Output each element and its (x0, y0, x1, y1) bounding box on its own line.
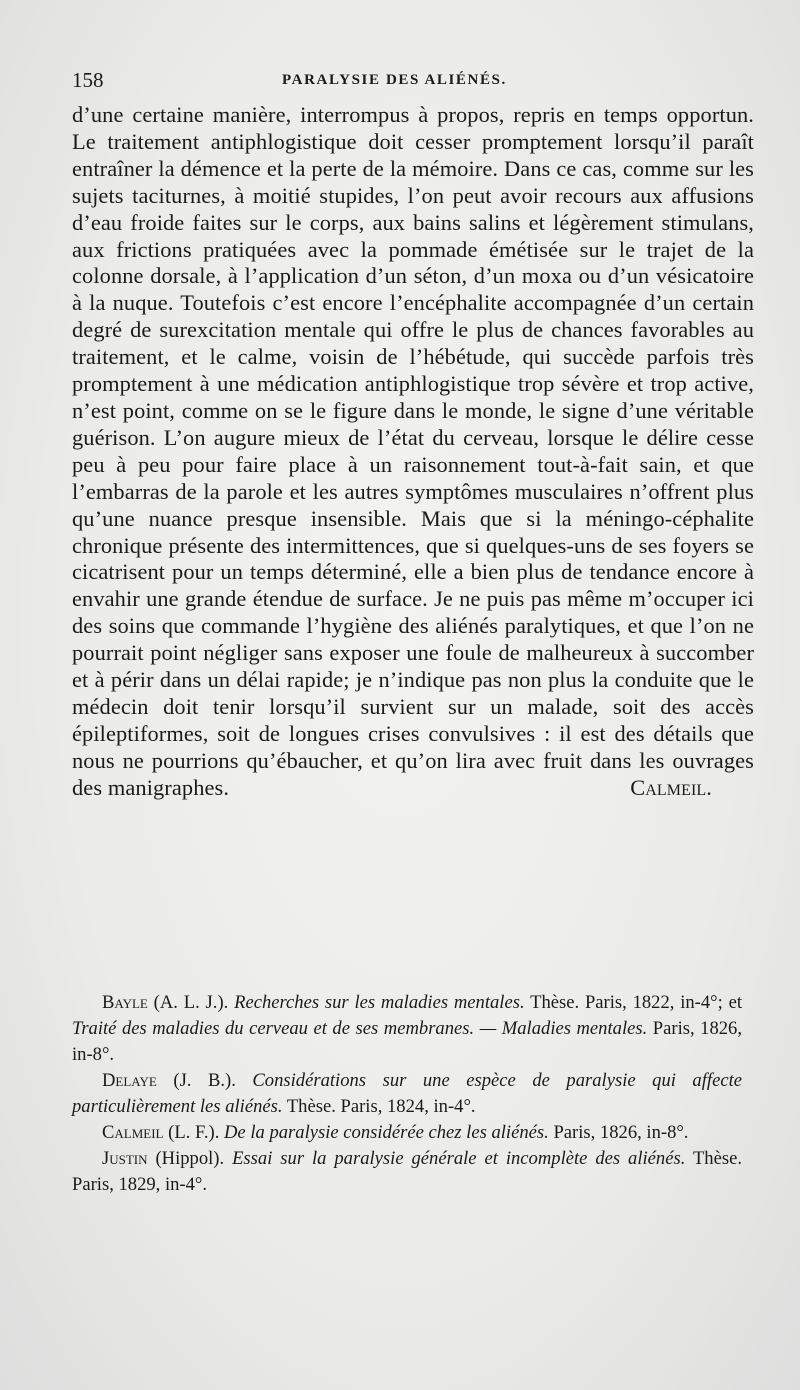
reference-initials: (J. B.). (156, 1070, 253, 1091)
page-header (72, 68, 752, 98)
reference-author: Bayle (102, 992, 148, 1013)
reference-publication: Paris, 1826, in-8°. (72, 1018, 742, 1065)
reference-justin (72, 1146, 742, 1198)
reference-publication: Paris, 1826, in-8°. (548, 1122, 689, 1143)
reference-initials: (Hippol). (147, 1148, 233, 1169)
reference-calmeil (72, 1120, 742, 1146)
reference-author: Justin (102, 1148, 148, 1169)
reference-author: Delaye (102, 1070, 157, 1091)
reference-author: Calmeil (102, 1122, 164, 1143)
page-number: 158 (72, 68, 104, 92)
reference-title: Considérations sur une espèce de paralysie qui affecte particulièrement les aliénés. (72, 1070, 742, 1117)
reference-initials: (A. L. J.). (147, 992, 235, 1013)
body-paragraph-text: d’une certaine manière, interrompus à propos, repris en temps opportun. Le traitement antiphlogistique doit cesser promptement lorsqu’il paraît entraîner la démence et la perte de la mémoire. Dans ce cas, comme sur les sujets taciturnes, à moitié stupides, l’on peut avoir recours aux affusions d’eau froide faites sur le corps, aux bains salins et légèrement stimulans, aux frictions pratiquées avec la pommade émétisée sur le trajet de la colonne dorsale, à l’application d’un séton, d’un moxa ou d’un vésicatoire à la nuque. Toutefois c’est encore l’encéphalite accompagnée d’un certain degré de surexcitation mentale qui offre le plus de chances favorables au traitement, et le calme, voisin de l’hébétude, qui succède parfois très promptement à une médication antiphlogistique trop sévère et trop active, n’est point, comme on se le figure dans le monde, le signe d’une véritable guérison. L’on augure mieux de l’état du cerveau, lorsque le délire cesse peu à peu pour faire place à un raisonnement tout-à-fait sain, et que l’embarras de la parole et les autres symptômes musculaires n’offrent plus qu’une nuance presque insensible. Mais que si la méningo-céphalite chronique présente des intermittences, que si quelques-uns de ses foyers se cicatrisent pour un temps déterminé, elle a bien plus de tendance encore à envahir une grande étendue de surface. Je ne puis pas même m’occuper ici des soins que commande l’hygiène des aliénés paralytiques, et que l’on ne pourrait point négliger sans exposer une foule de malheureux à succomber et à périr dans un délai rapide; je n’indique pas non plus la conduite que le médecin doit tenir lorsqu’il survient sur un malade, soit des accès épileptiformes, soit de longues crises convulsives : il est des détails que nous ne pourrions qu’ébaucher, et qu’on lira avec fruit dans les ouvrages des manigraphes. (72, 102, 754, 800)
body-paragraph (72, 102, 754, 802)
reference-publication: Thèse. Paris, 1824, in-4°. (282, 1096, 476, 1117)
reference-title: Recherches sur les maladies mentales. (234, 992, 525, 1013)
reference-initials: (L. F.). (163, 1122, 224, 1143)
reference-delaye (72, 1068, 742, 1120)
reference-details: Thèse. Paris, 1822, in-4°; et (524, 992, 742, 1013)
reference-bayle (72, 990, 742, 1068)
author-signature: Calmeil. (630, 774, 712, 800)
reference-title-2: Traité des maladies du cerveau et de ses membranes. — Maladies mentales. (72, 1018, 648, 1039)
reference-publication: Thèse. Paris, 1829, in-4°. (72, 1148, 742, 1195)
reference-title: Essai sur la paralysie générale et incomplète des aliénés. (232, 1148, 686, 1169)
running-head: PARALYSIE DES ALIÉNÉS. (282, 72, 507, 88)
bibliography (72, 990, 742, 1198)
reference-title: De la paralysie considérée chez les aliénés. (224, 1122, 549, 1143)
